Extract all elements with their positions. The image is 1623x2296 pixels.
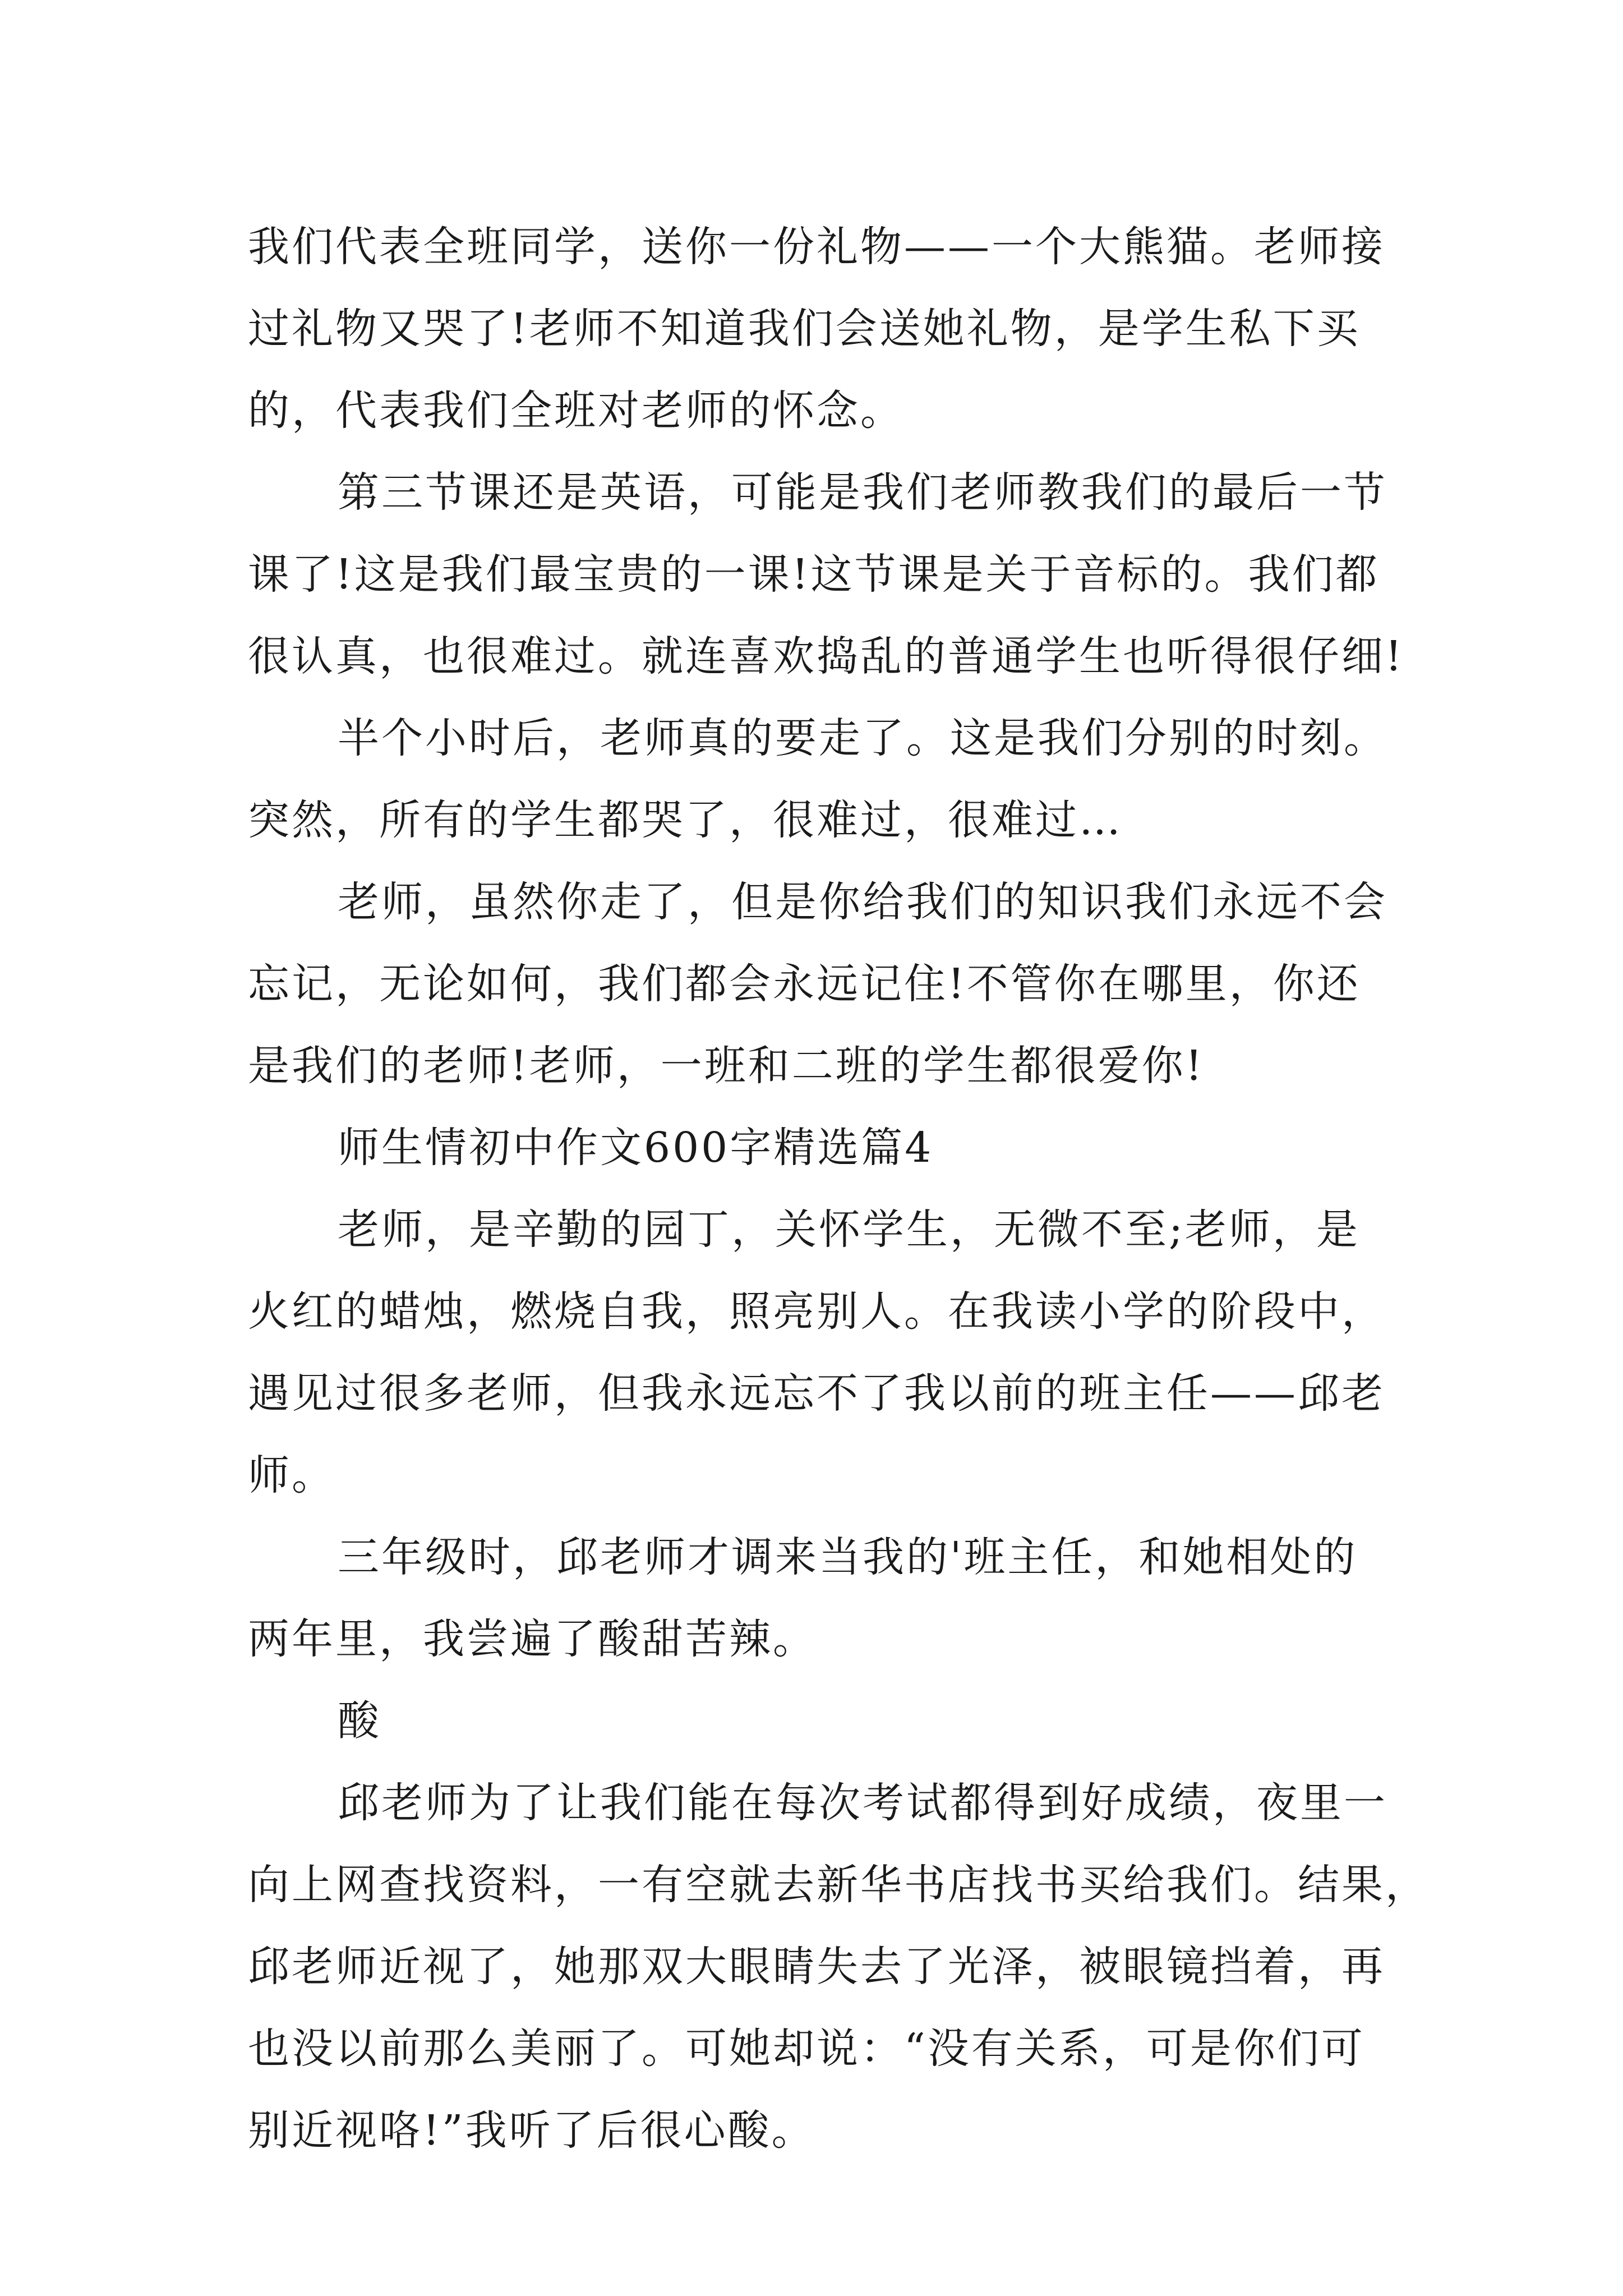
- text-line-15: 遇见过很多老师，但我永远忘不了我以前的班主任——邱老: [248, 1369, 1385, 1418]
- text-line-20: 邱老师为了让我们能在每次考试都得到好成绩，夜里一: [338, 1779, 1387, 1827]
- text-line-3: 的，代表我们全班对老师的怀念。: [248, 386, 904, 435]
- text-line-11: 是我们的老师!老师，一班和二班的学生都很爱你!: [248, 1042, 1205, 1090]
- text-line-14: 火红的蜡烛，燃烧自我，照亮别人。在我读小学的阶段中，: [248, 1287, 1385, 1336]
- text-line-9: 老师，虽然你走了，但是你给我们的知识我们永远不会: [338, 878, 1387, 926]
- text-line-8: 突然，所有的学生都哭了，很难过，很难过…: [248, 796, 1123, 844]
- text-line-7: 半个小时后，老师真的要走了。这是我们分别的时刻。: [338, 714, 1387, 762]
- section-heading: 师生情初中作文600字精选篇4: [338, 1124, 934, 1172]
- text-line-13: 老师，是辛勤的园丁，关怀学生，无微不至;老师，是: [338, 1205, 1360, 1254]
- text-line-23: 也没以前那么美丽了。可她却说：“没有关系，可是你们可: [248, 2024, 1365, 2073]
- text-line-18: 两年里，我尝遍了酸甜苦辣。: [248, 1615, 817, 1663]
- text-line-1: 我们代表全班同学，送你一份礼物——一个大熊猫。老师接: [248, 223, 1385, 271]
- text-line-10: 忘记，无论如何，我们都会永远记住!不管你在哪里，你还: [248, 960, 1361, 1008]
- text-line-6: 很认真，也很难过。就连喜欢捣乱的普通学生也听得很仔细!: [248, 632, 1404, 680]
- text-line-16: 师。: [248, 1451, 335, 1499]
- text-line-2: 过礼物又哭了!老师不知道我们会送她礼物，是学生私下买: [248, 305, 1361, 353]
- text-line-21: 向上网查找资料，一有空就去新华书店找书买给我们。结果，: [248, 1861, 1429, 1909]
- text-line-24: 别近视咯!”我听了后很心酸。: [248, 2106, 815, 2155]
- text-line-5: 课了!这是我们最宝贵的一课!这节课是关于音标的。我们都: [248, 550, 1380, 599]
- text-line-4: 第三节课还是英语，可能是我们老师教我们的最后一节: [338, 468, 1387, 517]
- text-line-17: 三年级时，邱老师才调来当我的'班主任，和她相处的: [338, 1533, 1358, 1581]
- subheading-sour: 酸: [338, 1697, 381, 1745]
- text-line-22: 邱老师近视了，她那双大眼睛失去了光泽，被眼镜挡着，再: [248, 1943, 1385, 1991]
